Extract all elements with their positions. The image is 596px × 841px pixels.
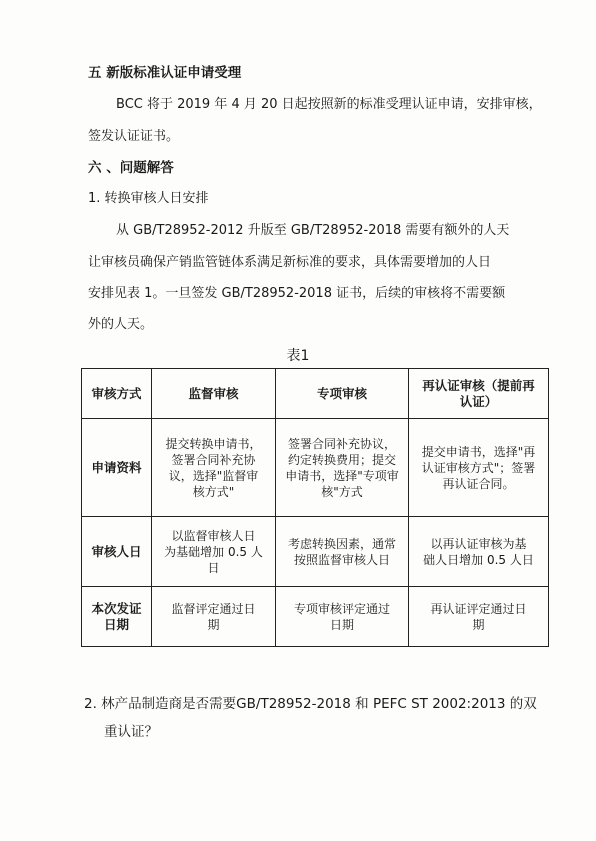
row-label: 本次发证 日期	[82, 587, 152, 647]
section5-paragraph-line1: BCC 将于 2019 年 4 月 20 日起按照新的标准受理认证申请，安排审核，	[116, 97, 542, 112]
section6-heading: 六 、问题解答	[88, 160, 174, 176]
table-header-cell: 审核方式	[82, 369, 152, 419]
table-header-cell: 专项审核	[276, 369, 409, 419]
section5-heading: 五 新版标准认证申请受理	[88, 65, 242, 81]
table-cell: 监督评定通过日 期	[152, 587, 276, 647]
row-label: 审核人日	[82, 517, 152, 587]
question2-line1: 2. 林产品制造商是否需要GB/T28952-2018 和 PEFC ST 2002:2013 的双	[84, 696, 537, 712]
table-cell: 以再认证审核为基 础人日增加 0.5 人日	[409, 517, 549, 587]
audit-table	[81, 368, 549, 647]
question1-paragraph-line3: 安排见表 1。一旦签发 GB/T28952-2018 证书，后续的审核将不需要额	[88, 286, 506, 301]
row-label: 申请资料	[82, 419, 152, 517]
table-cell: 提交申请书，选择"再 认证审核方式"；签署 再认证合同。	[409, 419, 549, 517]
table-cell: 以监督审核人日 为基础增加 0.5 人 日	[152, 517, 276, 587]
question2-line2: 重认证？	[104, 724, 158, 740]
question1-title: 1. 转换审核人日安排	[88, 191, 209, 206]
question1-paragraph-line2: 让审核员确保产销监管链体系满足新标准的要求，具体需要增加的人日	[88, 255, 492, 270]
table-cell: 签署合同补充协议， 约定转换费用；提交 申请书，选择"专项审 核"方式	[276, 419, 409, 517]
table-row	[82, 587, 549, 647]
question1-paragraph-line1: 从 GB/T28952-2012 升版至 GB/T28952-2018 需要有额外的人天	[116, 223, 510, 238]
table-header-cell: 再认证审核（提前再 认证）	[409, 369, 549, 419]
table-cell: 再认证评定通过日 期	[409, 587, 549, 647]
table-caption: 表1	[286, 348, 310, 364]
table-cell: 提交转换申请书， 签署合同补充协 议，选择"监督审 核方式"	[152, 419, 276, 517]
table-cell: 考虑转换因素，通常 按照监督审核人日	[276, 517, 409, 587]
table-header-row	[82, 369, 549, 419]
table-header-cell: 监督审核	[152, 369, 276, 419]
section5-paragraph-line2: 签发认证证书。	[88, 129, 180, 144]
table-cell: 专项审核评定通过 日期	[276, 587, 409, 647]
table-row	[82, 419, 549, 517]
table-row	[82, 517, 549, 587]
question1-paragraph-line4: 外的人天。	[88, 317, 154, 332]
